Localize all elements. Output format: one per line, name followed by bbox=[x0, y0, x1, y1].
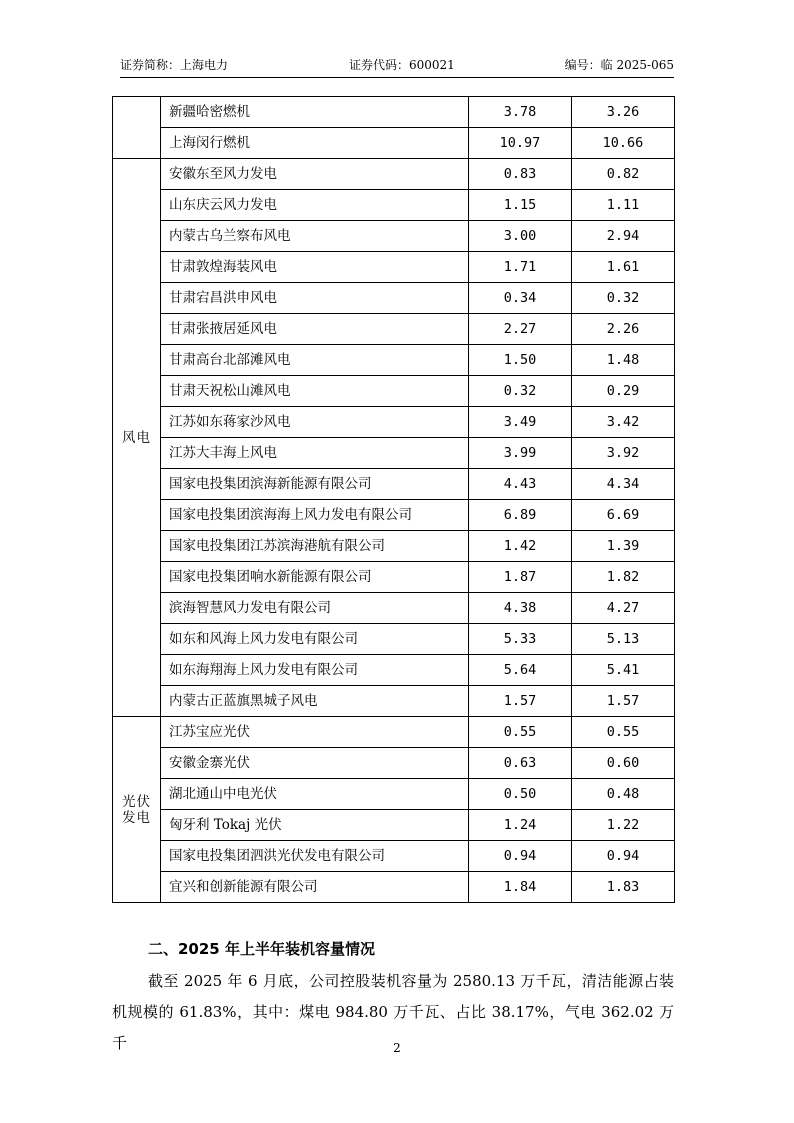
capacity-b-cell: 4.27 bbox=[572, 593, 675, 624]
capacity-b-cell: 0.32 bbox=[572, 283, 675, 314]
capacity-b-cell: 0.60 bbox=[572, 748, 675, 779]
unit-name-cell: 滨海智慧风力发电有限公司 bbox=[161, 593, 469, 624]
capacity-a-cell: 1.42 bbox=[469, 531, 572, 562]
table-row bbox=[113, 128, 675, 159]
table-row bbox=[113, 407, 675, 438]
unit-name-cell: 如东海翔海上风力发电有限公司 bbox=[161, 655, 469, 686]
unit-name-cell: 甘肃高台北部滩风电 bbox=[161, 345, 469, 376]
table-row bbox=[113, 717, 675, 748]
unit-name-cell: 安徽金寨光伏 bbox=[161, 748, 469, 779]
capacity-b-cell: 4.34 bbox=[572, 469, 675, 500]
capacity-a-cell: 1.50 bbox=[469, 345, 572, 376]
capacity-a-cell: 1.57 bbox=[469, 686, 572, 717]
unit-name-cell: 江苏宝应光伏 bbox=[161, 717, 469, 748]
page-header bbox=[120, 57, 674, 78]
capacity-a-cell: 3.78 bbox=[469, 97, 572, 128]
table-row bbox=[113, 872, 675, 903]
unit-name-cell: 新疆哈密燃机 bbox=[161, 97, 469, 128]
table-row bbox=[113, 624, 675, 655]
capacity-b-cell: 1.48 bbox=[572, 345, 675, 376]
unit-name-cell: 国家电投集团响水新能源有限公司 bbox=[161, 562, 469, 593]
capacity-b-cell: 6.69 bbox=[572, 500, 675, 531]
group-type-cell: 风电 bbox=[113, 159, 161, 717]
unit-name-cell: 国家电投集团滨海海上风力发电有限公司 bbox=[161, 500, 469, 531]
unit-name-cell: 甘肃天祝松山滩风电 bbox=[161, 376, 469, 407]
capacity-b-cell: 1.22 bbox=[572, 810, 675, 841]
capacity-a-cell: 10.97 bbox=[469, 128, 572, 159]
unit-name-cell: 湖北通山中电光伏 bbox=[161, 779, 469, 810]
capacity-b-cell: 0.55 bbox=[572, 717, 675, 748]
capacity-a-cell: 0.83 bbox=[469, 159, 572, 190]
table-row bbox=[113, 438, 675, 469]
group-type-cell: 光伏 发电 bbox=[113, 717, 161, 903]
capacity-a-cell: 5.33 bbox=[469, 624, 572, 655]
unit-name-cell: 甘肃敦煌海装风电 bbox=[161, 252, 469, 283]
capacity-a-cell: 3.49 bbox=[469, 407, 572, 438]
capacity-b-cell: 3.26 bbox=[572, 97, 675, 128]
table-row bbox=[113, 190, 675, 221]
capacity-a-cell: 0.32 bbox=[469, 376, 572, 407]
table-row bbox=[113, 500, 675, 531]
capacity-b-cell: 1.83 bbox=[572, 872, 675, 903]
capacity-b-cell: 0.82 bbox=[572, 159, 675, 190]
unit-name-cell: 国家电投集团泗洪光伏发电有限公司 bbox=[161, 841, 469, 872]
capacity-b-cell: 1.11 bbox=[572, 190, 675, 221]
unit-name-cell: 内蒙古乌兰察布风电 bbox=[161, 221, 469, 252]
table-row bbox=[113, 345, 675, 376]
unit-name-cell: 上海闵行燃机 bbox=[161, 128, 469, 159]
table-row bbox=[113, 562, 675, 593]
unit-name-cell: 如东和风海上风力发电有限公司 bbox=[161, 624, 469, 655]
capacity-b-cell: 1.82 bbox=[572, 562, 675, 593]
capacity-a-cell: 1.87 bbox=[469, 562, 572, 593]
header-stock-code: 证券代码：600021 bbox=[349, 58, 455, 72]
header-announcement-number: 编号：临 2025-065 bbox=[564, 58, 674, 72]
capacity-a-cell: 4.38 bbox=[469, 593, 572, 624]
capacity-a-cell: 3.00 bbox=[469, 221, 572, 252]
capacity-a-cell: 2.27 bbox=[469, 314, 572, 345]
table-row bbox=[113, 221, 675, 252]
capacity-a-cell: 0.94 bbox=[469, 841, 572, 872]
capacity-b-cell: 5.13 bbox=[572, 624, 675, 655]
capacity-a-cell: 3.99 bbox=[469, 438, 572, 469]
capacity-a-cell: 6.89 bbox=[469, 500, 572, 531]
table-row bbox=[113, 159, 675, 190]
table-row bbox=[113, 469, 675, 500]
unit-name-cell: 国家电投集团江苏滨海港航有限公司 bbox=[161, 531, 469, 562]
capacity-b-cell: 3.92 bbox=[572, 438, 675, 469]
table-row bbox=[113, 655, 675, 686]
capacity-a-cell: 0.34 bbox=[469, 283, 572, 314]
table-row bbox=[113, 779, 675, 810]
unit-name-cell: 甘肃张掖居延风电 bbox=[161, 314, 469, 345]
capacity-table-body bbox=[113, 97, 675, 903]
unit-name-cell: 匈牙利 Tokaj 光伏 bbox=[161, 810, 469, 841]
capacity-b-cell: 10.66 bbox=[572, 128, 675, 159]
unit-name-cell: 安徽东至风力发电 bbox=[161, 159, 469, 190]
unit-name-cell: 内蒙古正蓝旗黑城子风电 bbox=[161, 686, 469, 717]
header-stock-name: 证券简称：上海电力 bbox=[120, 58, 229, 72]
table-row bbox=[113, 314, 675, 345]
capacity-a-cell: 5.64 bbox=[469, 655, 572, 686]
page-number: 2 bbox=[393, 1041, 401, 1055]
group-type-cell bbox=[113, 97, 161, 159]
capacity-a-cell: 1.24 bbox=[469, 810, 572, 841]
table-row bbox=[113, 810, 675, 841]
table-row bbox=[113, 531, 675, 562]
table-row bbox=[113, 376, 675, 407]
capacity-a-cell: 4.43 bbox=[469, 469, 572, 500]
table-row bbox=[113, 748, 675, 779]
installed-capacity-table bbox=[112, 96, 675, 903]
table-row bbox=[113, 841, 675, 872]
unit-name-cell: 国家电投集团滨海新能源有限公司 bbox=[161, 469, 469, 500]
capacity-b-cell: 1.61 bbox=[572, 252, 675, 283]
table-row bbox=[113, 593, 675, 624]
capacity-a-cell: 0.63 bbox=[469, 748, 572, 779]
unit-name-cell: 山东庆云风力发电 bbox=[161, 190, 469, 221]
section-title: 二、2025 年上半年装机容量情况 bbox=[148, 940, 375, 958]
capacity-b-cell: 0.48 bbox=[572, 779, 675, 810]
capacity-b-cell: 0.29 bbox=[572, 376, 675, 407]
table-row bbox=[113, 97, 675, 128]
capacity-b-cell: 3.42 bbox=[572, 407, 675, 438]
unit-name-cell: 甘肃宕昌洪申风电 bbox=[161, 283, 469, 314]
unit-name-cell: 江苏大丰海上风电 bbox=[161, 438, 469, 469]
capacity-a-cell: 0.55 bbox=[469, 717, 572, 748]
capacity-a-cell: 0.50 bbox=[469, 779, 572, 810]
capacity-b-cell: 5.41 bbox=[572, 655, 675, 686]
capacity-b-cell: 1.57 bbox=[572, 686, 675, 717]
capacity-b-cell: 2.94 bbox=[572, 221, 675, 252]
capacity-a-cell: 1.71 bbox=[469, 252, 572, 283]
table-row bbox=[113, 686, 675, 717]
capacity-b-cell: 2.26 bbox=[572, 314, 675, 345]
capacity-b-cell: 0.94 bbox=[572, 841, 675, 872]
section-paragraph: 截至 2025 年 6 月底，公司控股装机容量为 2580.13 万千瓦，清洁能源占装机规模的 61.83%，其中：煤电 984.80 万千瓦、占比 38.17%，气电 362.02 万千 bbox=[112, 972, 674, 1052]
table-row bbox=[113, 252, 675, 283]
unit-name-cell: 江苏如东蒋家沙风电 bbox=[161, 407, 469, 438]
table-row bbox=[113, 283, 675, 314]
capacity-b-cell: 1.39 bbox=[572, 531, 675, 562]
capacity-a-cell: 1.15 bbox=[469, 190, 572, 221]
unit-name-cell: 宜兴和创新能源有限公司 bbox=[161, 872, 469, 903]
capacity-a-cell: 1.84 bbox=[469, 872, 572, 903]
